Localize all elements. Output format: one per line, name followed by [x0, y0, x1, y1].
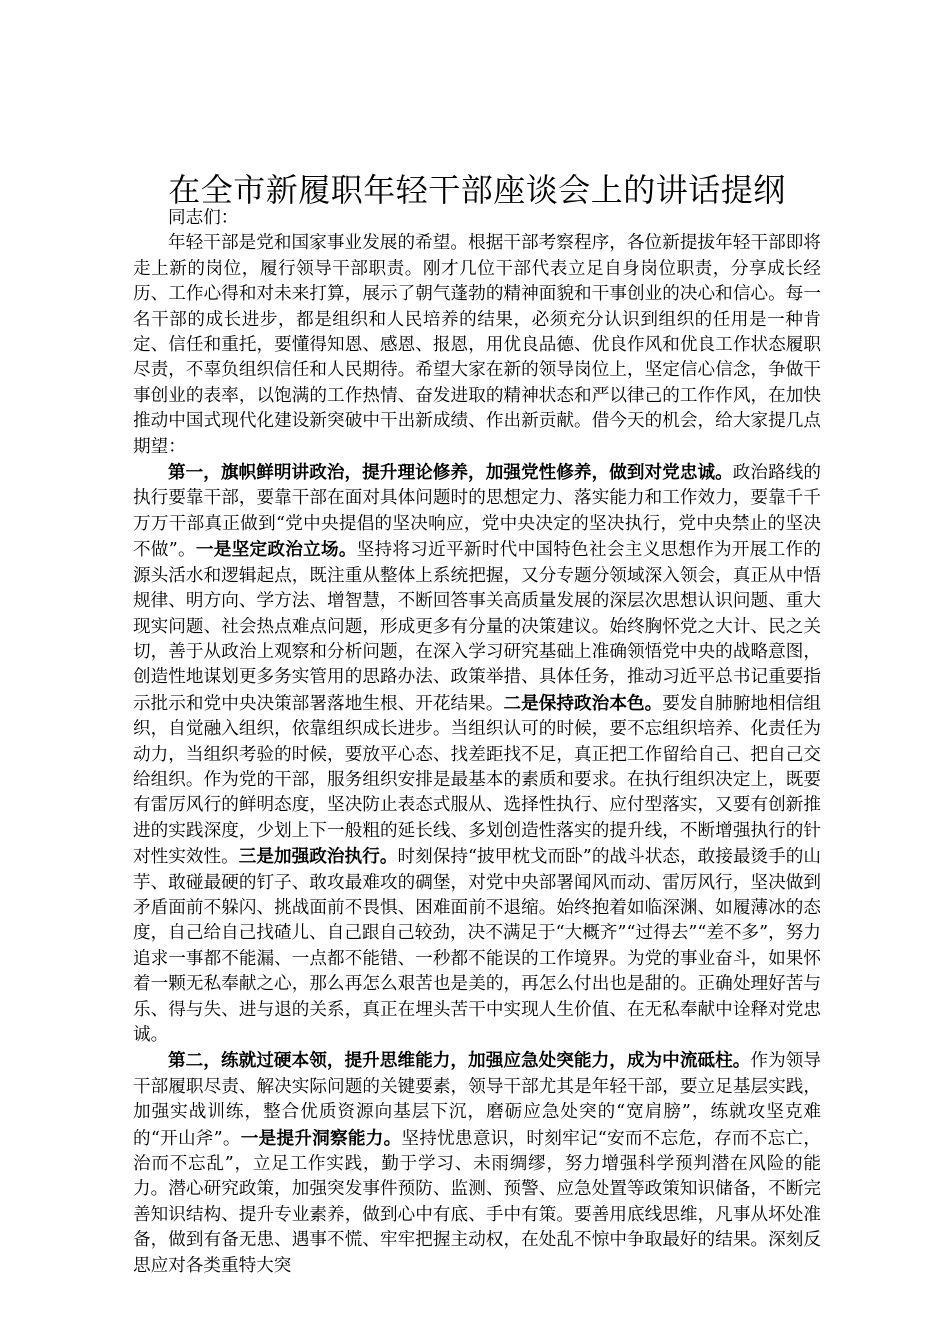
section-1-point-1-text: 坚持将习近平新时代中国特色社会主义思想作为开展工作的源头活水和逻辑起点，既注重从整体上系统把握，又分专题分领域深入领会，真正从中悟规律、明方向、学方法、增智慧，不断回答事关高质量发展的深层次思想认识问题、重大现实问题、社会热点难点问题，形成更多有分量的决策建议。始终胸怀党之大计、民之关切，善于从政治上观察和分析问题，在深入学习研究基础上准确领悟党中央的战略意图，创造性地谋划更多务实管用的思路办法、政策举措、具体任务，推动习近平总书记重要指示批示和党中央决策部署落地生根、开花结果。 [133, 540, 821, 714]
section-1-point-2: 二是保持政治本色。 [503, 692, 663, 714]
section-2-paragraph [133, 1048, 821, 1279]
section-2-point-1-text: 坚持忧患意识，时刻牢记“安而不忘危，存而不忘亡，治而不忘乱”，立足工作实践，勤于学习、未雨绸缪，努力增强科学预判潜在风险的能力。潜心研究政策，加强突发事件预防、监测、预警、应急处置等政策知识储备，不断完善知识结构、提升专业素养，做到心中有底、手中有策。要善用底线思维，凡事从坏处准备，做到有备无患、遇事不慌、牢牢把握主动权，在处乱不惊中争取最好的结果。深刻反思应对各类重特大突 [133, 1128, 821, 1276]
document-page [133, 168, 821, 1279]
section-1-point-1: 一是坚定政治立场。 [195, 539, 357, 561]
section-1-point-3-text: 时刻保持“披甲枕戈而卧”的战斗状态，敢接最烫手的山芋、敢碰最硬的钉子、敢攻最难攻的碉堡，对党中央部署闻风而动、雷厉风行，坚决做到矛盾面前不躲闪、挑战面前不畏惧、困难面前不退缩。始终抱着如临深渊、如履薄冰的态度，自己给自己找碴儿、自己跟自己较劲，决不满足于“大概齐”“过得去”“差不多”，努力追求一事都不能漏、一点都不能错、一秒都不能误的工作境界。为党的事业奋斗，如果怀着一颗无私奉献之心，那么再怎么艰苦也是美的，再怎么付出也是甜的。正确处理好苦与乐、得与失、进与退的关系，真正在埋头苦干中实现人生价值、在无私奉献中诠释对党忠诚。 [133, 847, 821, 1045]
salutation: 同志们： [168, 208, 239, 228]
section-1-point-2-text: 要发自肺腑地相信组织，自觉融入组织，依靠组织成长进步。当组织认可的时候，要不忘组织培养、化责任为动力，当组织考验的时候，要放平心态、找差距找不足，真正把工作留给自己、把自己交给组织。作为党的干部，服务组织安排是最基本的素质和要求。在执行组织决定上，既要有雷厉风行的鲜明态度，坚决防止表态式服从、选择性执行、应付型落实，又要有创新推进的实践深度，少划上下一般粗的延长线、多划创造性落实的提升线，不断增强执行的针对性实效性。 [133, 693, 821, 868]
section-1-heading: 第一，旗帜鲜明讲政治，提升理论修养，加强党性修养，做到对党忠诚。 [168, 462, 733, 484]
document-title: 在全市新履职年轻干部座谈会上的讲话提纲 [168, 171, 786, 209]
section-2-text: 作为领导干部履职尽责、解决实际问题的关键要素，领导干部尤其是年轻干部，要立足基层实践，加强实战训练，整合优质资源向基层下沉，磨砺应急处突的“宽肩膀”，练就攻坚克难的“开山斧”。 [133, 1051, 821, 1149]
section-2-heading: 第二，练就过硬本领，提升思维能力，加强应急处突能力，成为中流砥柱。 [168, 1050, 751, 1072]
intro-paragraph: 年轻干部是党和国家事业发展的希望。根据干部考察程序，各位新提拔年轻干部即将走上新的岗位，履行领导干部职责。刚才几位干部代表立足自身岗位职责，分享成长经历、工作心得和对未来打算，展示了朝气蓬勃的精神面貌和干事创业的决心和信心。每一名干部的成长进步，都是组织和人民培养的结果，必须充分认识到组织的任用是一种肯定、信任和重托，要懂得知恩、感恩、报恩，用优良品德、优良作风和优良工作状态履职尽责，不辜负组织信任和人民期待。希望大家在新的领导岗位上，坚定信心信念，争做干事创业的表率，以饱满的工作热情、奋发进取的精神状态和严以律己的工作作风，在加快推动中国式现代化建设新突破中干出新成绩、作出新贡献。借今天的机会，给大家提几点期望： [133, 233, 821, 457]
section-1-paragraph [133, 460, 821, 1048]
section-1-point-3: 三是加强政治执行。 [238, 846, 398, 868]
section-1-text: 政治路线的执行要靠干部，要靠干部在面对具体问题时的思想定力、落实能力和工作效力，要靠千千万万干部真正做到“党中央提倡的坚决响应，党中央决定的坚决执行，党中央禁止的坚决不做”。 [133, 463, 821, 561]
section-2-point-1: 一是提升洞察能力。 [240, 1127, 402, 1149]
